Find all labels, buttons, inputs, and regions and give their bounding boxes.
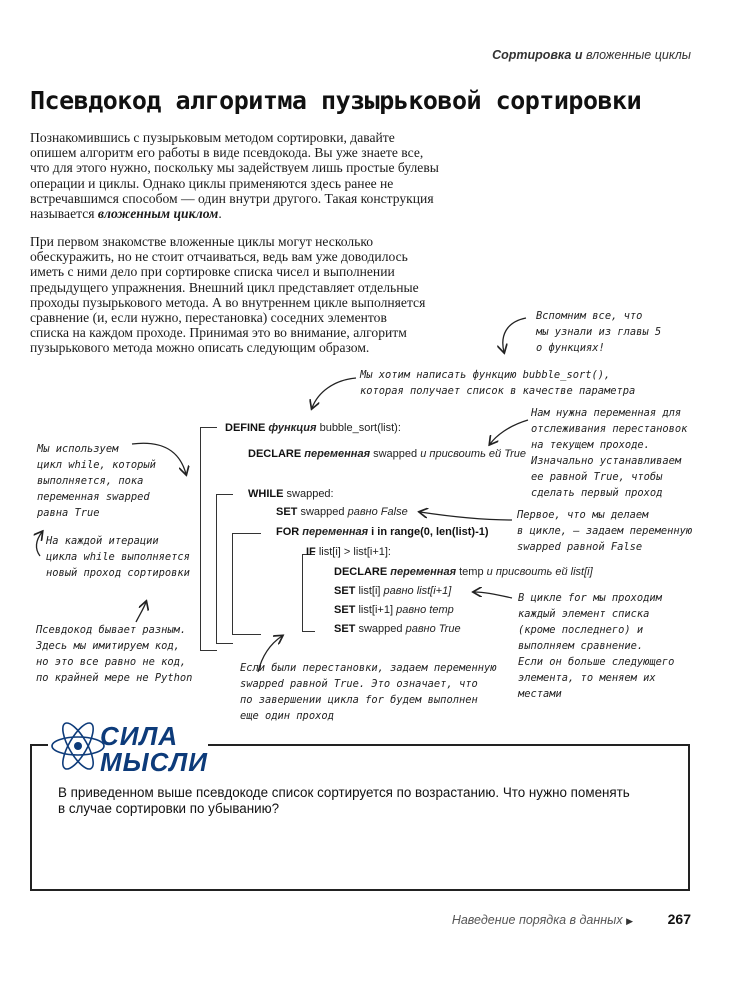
note-line: равна True: [37, 507, 100, 519]
note-line: (кроме последнего) и: [518, 624, 644, 636]
note-line: мы узнали из главы 5: [536, 326, 662, 338]
keyword: SET: [334, 604, 356, 616]
code-comment: и присвоить ей True: [420, 448, 527, 460]
keyword: FOR: [276, 526, 300, 538]
arrow-if-swaps: [258, 636, 282, 672]
arrow-for: [474, 592, 512, 598]
note-line: о функциях!: [536, 342, 605, 354]
keyword: DECLARE: [334, 566, 388, 578]
keyword: SET: [334, 623, 356, 635]
note-line: выполняем сравнение.: [518, 640, 644, 652]
keyword: DECLARE: [248, 448, 302, 460]
keyword: SET: [334, 585, 356, 597]
logo-line-1: СИЛА: [100, 721, 179, 751]
arrow-each-iter: [36, 532, 42, 556]
note-line: в цикле, — задаем переменную: [517, 525, 693, 537]
note-line: swapped равной False: [517, 541, 643, 553]
note-line: новый проход сортировки: [46, 567, 190, 579]
arrow-remember: [503, 318, 526, 352]
keyword-ru: функция: [268, 422, 317, 434]
text-line: проходы пузырькового метода. А во внутреннем цикле выполняется: [30, 294, 426, 310]
arrow-first: [420, 512, 512, 520]
note-line: выполняется, пока: [37, 475, 144, 487]
arrow-need-var: [490, 420, 528, 444]
note-line: отслеживания перестановок: [531, 423, 688, 435]
brain-power-question: [58, 785, 658, 817]
code-text: swapped:: [286, 488, 334, 500]
code-comment: равно True: [405, 623, 461, 635]
code-text: bubble_sort(list):: [319, 422, 401, 434]
text-line: иметь с ними дело при сортировке списка чисел и выполнении: [30, 264, 395, 280]
note-line: по завершении цикла for будем выполнен: [240, 694, 478, 706]
text-line: операции и циклы. Однако циклы применяются здесь ранее не: [30, 175, 394, 191]
code-text: swapped: [300, 506, 345, 518]
header-light: вложенные циклы: [585, 48, 691, 62]
keyword: WHILE: [248, 488, 284, 500]
note-line: Мы хотим написать функцию bubble_sort(),: [360, 369, 611, 381]
note-line: на текущем проходе.: [531, 439, 650, 451]
keyword-ru: переменная: [304, 448, 371, 460]
code-comment: равно temp: [396, 604, 454, 616]
note-line: сделать первый проход: [531, 487, 663, 499]
note-line: Изначально устанавливаем: [531, 455, 682, 467]
note-line: В цикле for мы проходим: [518, 592, 662, 604]
keyword-ru: переменная: [302, 526, 369, 538]
note-line: местами: [518, 688, 562, 700]
keyword: DEFINE: [225, 422, 266, 434]
note-line: еще один проход: [240, 710, 334, 722]
text-line: пузырькового метода можно описать следующим образом.: [30, 340, 370, 356]
note-line: цикл while, который: [37, 459, 156, 471]
text-line: При первом знакомстве вложенные циклы могут несколько: [30, 234, 374, 249]
note-line: ее равной True, чтобы: [531, 471, 663, 483]
question-line: В приведенном выше псевдокоде список сортируется по возрастанию. Что нужно поменять: [58, 785, 630, 800]
text-line: предыдущего упражнения. Внешний цикл представляет отдельные: [30, 279, 419, 295]
arrow-pseudo: [136, 602, 146, 622]
note-line: Если были перестановки, задаем переменную: [240, 662, 497, 674]
text-line: списка на каждом проходе. Принимая это во внимание, алгоритм: [30, 325, 407, 341]
note-line: цикла while выполняется: [46, 551, 190, 563]
note-line: На каждой итерации: [46, 535, 159, 547]
note-line: swapped равной True. Это означает, что: [240, 678, 478, 690]
text-line: что для этого нужно, поскольку мы задействуем лишь простые булевы: [30, 160, 439, 176]
note-line: Первое, что мы делаем: [517, 509, 649, 521]
note-line: которая получает список в качестве параметра: [360, 385, 636, 397]
arrow-function: [312, 378, 356, 408]
text-line: обескуражить, но не стоит отчаиваться, ведь вам уже доводилось: [30, 249, 408, 265]
note-line: Если он больше следующего: [518, 656, 675, 668]
note-line: Нам нужна переменная для: [531, 407, 682, 419]
keyword-ru: переменная: [390, 566, 457, 578]
text-span: .: [218, 206, 222, 222]
note-line: Вспомним все, что: [536, 310, 643, 322]
note-line: Мы используем: [37, 443, 119, 455]
note-line: по крайней мере не Python: [36, 672, 193, 684]
code-text: swapped: [373, 448, 418, 460]
code-text: list[i+1]: [358, 604, 394, 616]
text-span: называется: [30, 206, 98, 222]
note-line: Здесь мы имитируем код,: [36, 640, 180, 652]
page-title: Псевдокод алгоритма пузырьковой сортировки: [30, 86, 642, 115]
page-number: 267: [667, 911, 691, 927]
code-comment: равно False: [347, 506, 408, 518]
code-text: list[i]: [358, 585, 381, 597]
atom-icon: [48, 718, 108, 778]
arrow-while-use: [132, 443, 186, 474]
code-text: i in range(0, len(list)-1): [371, 526, 489, 538]
text-line: опишем алгоритм его работы в виде псевдокода. Вы уже знаете все,: [30, 145, 424, 161]
code-text: list[i] > list[i+1]:: [318, 546, 391, 558]
note-line: элемента, то меняем их: [518, 672, 656, 684]
text-line: встречавшимся способом — один внутри другого. Такая конструкция: [30, 190, 434, 206]
keyword: IF: [306, 546, 316, 558]
brain-power-logo: [48, 718, 208, 778]
question-line: в случае сортировки по убыванию?: [58, 801, 280, 816]
keyword: SET: [276, 506, 298, 518]
note-line: но это все равно не код,: [36, 656, 187, 668]
term-nested-loop: вложенным циклом: [97, 206, 219, 222]
header-bold: Сортировка и: [492, 48, 583, 62]
code-text: temp: [459, 566, 484, 578]
note-line: Псевдокод бывает разным.: [36, 624, 187, 636]
code-comment: и присвоить ей list[i]: [486, 566, 593, 578]
text-line: сравнение (и, если нужно, перестановка) соседних элементов: [30, 310, 387, 326]
footer-text: Наведение порядка в данных: [451, 913, 623, 927]
text-line: Познакомившись с пузырьковым методом сортировки, давайте: [30, 130, 395, 145]
logo-line-2: МЫСЛИ: [100, 747, 208, 777]
note-line: переменная swapped: [37, 491, 150, 503]
triangle-right-icon: ▶: [626, 916, 633, 926]
code-text: swapped: [358, 623, 403, 635]
footer-chapter: [452, 913, 633, 927]
note-line: каждый элемент списка: [518, 608, 650, 620]
code-comment: равно list[i+1]: [383, 585, 452, 597]
